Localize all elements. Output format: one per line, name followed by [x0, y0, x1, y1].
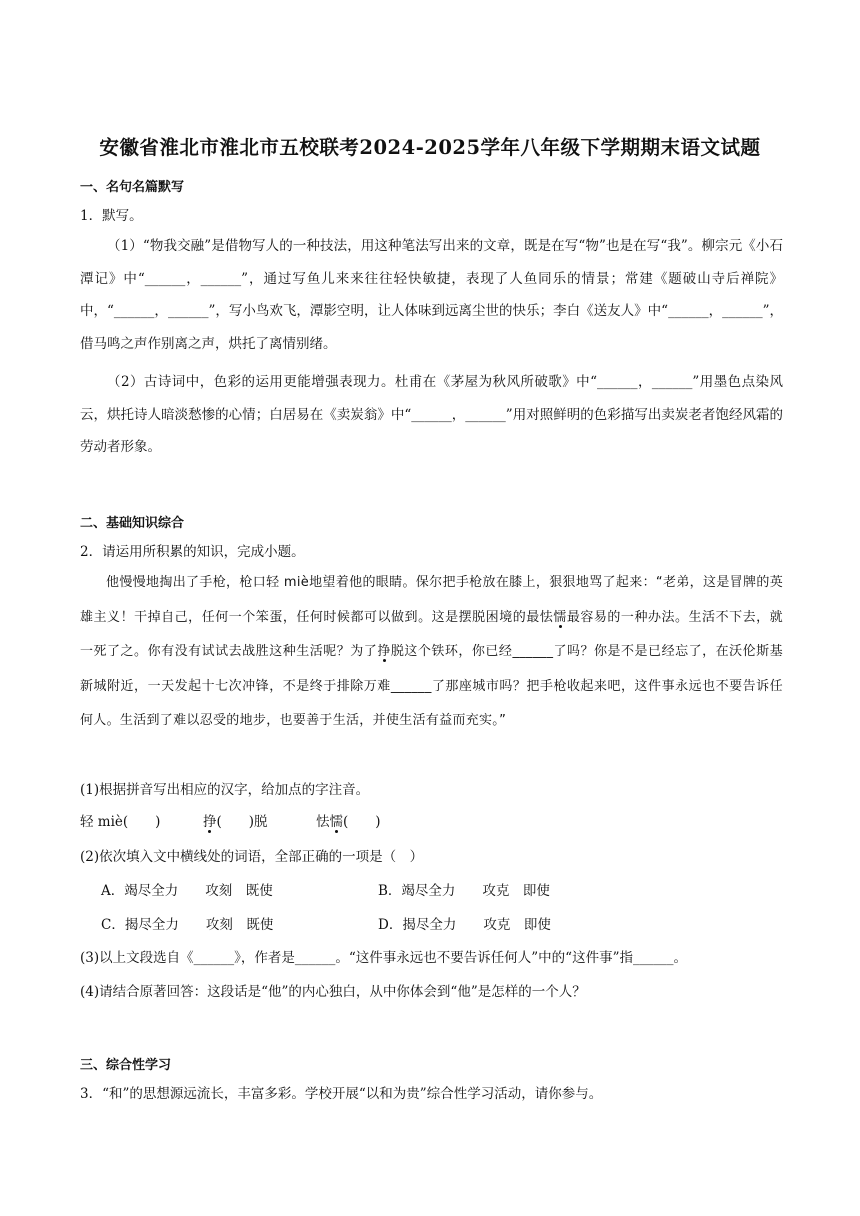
page-title: 安徽省淮北市淮北市五校联考2024-2025学年八年级下学期期末语文试题 — [99, 136, 761, 159]
section-heading-3: 三、综合性学习 — [80, 1058, 172, 1073]
question-1-stem: 1．默写。 — [80, 208, 143, 224]
option-a: A．竭尽全力 攻刻 既使 — [101, 883, 273, 899]
subquestion-1: (1)根据拼音写出相应的汉字，给加点的字注音。 — [80, 782, 370, 798]
option-d: D．揭尽全力 攻克 即使 — [378, 917, 551, 933]
pinyin-item-3 — [316, 810, 381, 830]
option-c: C．揭尽全力 攻刻 既使 — [101, 917, 274, 933]
question-3-stem: 3．“和”的思想源远流长，丰富多彩。学校开展“以和为贵”综合性学习活动，请你参与。 — [80, 1086, 603, 1102]
pinyin-item-2-rest: ( )脱 — [216, 814, 268, 830]
pinyin-item-3-rest: ( ) — [343, 814, 381, 830]
pinyin-item-2-char: 挣 — [203, 814, 217, 830]
reading-passage — [80, 566, 783, 739]
question-2-stem: 2．请运用所积累的知识，完成小题。 — [80, 544, 305, 560]
dotted-char-nuo: 懦 — [553, 609, 567, 625]
passage-text-b: 最容易的一种办法。生活不下去，就一死了之。你有没有试试去战胜这种生活呢？为了 — [80, 609, 783, 659]
question-1-part-2: （2）古诗词中，色彩的运用更能增强表现力。杜甫在《茅屋为秋风所破歌》中“______，______”用墨色点染风云，烘托诗人暗淡愁惨的心情；白居易在《卖炭翁》中“______，______”用对照鲜明的色彩描写出卖炭老者饱经风霜的劳动者形象。 — [80, 374, 783, 455]
pinyin-item-3-char-b: 懦 — [329, 814, 343, 830]
section-heading-2: 二、基础知识综合 — [80, 516, 185, 531]
passage-text-c: 脱这个铁环，你已经______了吗？你是不是已经忘了，在沃伦斯基新城附近，一天发起十七次冲锋，不是终于排除万难______了那座城市吗？把手枪收起来吧，这件事永远也不要告诉任何人。生活到了难以忍受的地步，也要善于生活，并使生活有益而充实。” — [80, 644, 783, 728]
pinyin-item-3-char-a: 怯 — [316, 814, 330, 830]
section-heading-1: 一、名句名篇默写 — [80, 180, 185, 195]
passage-text-a: 他慢慢地掏出了手枪，枪口轻 miè地望着他的眼睛。保尔把手枪放在膝上，狠狠地骂了起来：“老弟，这是冒牌的英雄主义！干掉自己，任何一个笨蛋，任何时候都可以做到。这是摆脱困境的最怯 — [80, 575, 783, 625]
question-1-part-1: （1）“物我交融”是借物写人的一种技法，用这种笔法写出来的文章，既是在写“物”也是在写“我”。柳宗元《小石潭记》中“______，______”，通过写鱼儿来来往往轻快敏捷，表现了人鱼同乐的情景；常建《题破山寺后禅院》中，“______，______”，写小鸟欢飞，潭影空明，让人体味到远离尘世的快乐；李白《送友人》中“______，______”，借马鸣之声作别离之声，烘托了离情别绪。 — [80, 238, 783, 352]
option-b: B．竭尽全力 攻克 即使 — [378, 883, 550, 899]
pinyin-item-1: 轻 miè( ) — [80, 814, 161, 830]
pinyin-item-2 — [203, 810, 268, 830]
subquestion-2: (2)依次填入文中横线处的词语，全部正确的一项是（ ） — [80, 849, 424, 865]
dotted-char-zheng: 挣 — [377, 644, 391, 659]
subquestion-4: (4)请结合原著回答：这段话是“他”的内心独白，从中你体会到“他”是怎样的一个人？ — [80, 984, 586, 1000]
subquestion-3: (3)以上文段选自《______》，作者是______。“这件事永远也不要告诉任何人”中的“这件事”指______。 — [80, 950, 687, 966]
